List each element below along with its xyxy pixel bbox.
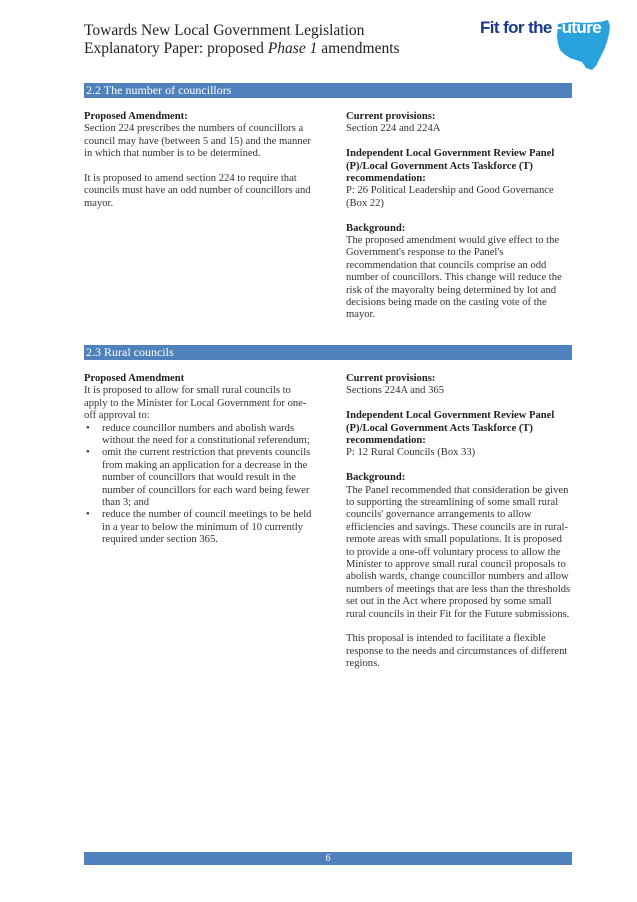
list-item-text: reduce councillor numbers and abolish wards without the need for a constitutional referendum; <box>102 422 310 447</box>
background-text: The proposed amendment would give effect to the Government's response to the Panel's recommendation that councils comprise an odd number of councillors. This change will reduce the risk of the mayoralty being determined by lot and decisions being made on the casting vote of the mayor. <box>346 235 562 321</box>
current-provisions-text: Sections 224A and 365 <box>346 385 444 397</box>
list-item <box>84 447 314 509</box>
section-2-3-right-column <box>346 373 572 671</box>
proposed-amendment-heading: Proposed Amendment <box>84 373 185 384</box>
header-line-1: Towards New Local Government Legislation <box>84 22 365 39</box>
bullet-icon: • <box>86 422 90 434</box>
document-header <box>84 22 400 58</box>
list-item-text: omit the current restriction that prevents councils from making an application for a decrease in the number of councillors that would result in the number of councillors for each ward being fewer than 3; and <box>102 447 311 509</box>
header-line-2-prefix: Explanatory Paper: proposed <box>84 40 268 57</box>
background-heading: Background: <box>346 222 406 234</box>
proposed-amendment-intro: It is proposed to allow for small rural councils to apply to the Minister for Local Government for one-off approval to: <box>84 385 307 422</box>
section-2-3-left-column <box>84 373 314 547</box>
proposed-amendment-para-2: It is proposed to amend section 224 to require that councils must have an odd number of councillors and mayor. <box>84 173 311 209</box>
logo-wordmark <box>480 18 601 38</box>
current-provisions-text: Section 224 and 224A <box>346 123 441 135</box>
background-heading: Background: <box>346 472 406 484</box>
panel-recommendation-heading: Independent Local Government Review Panel (P)/Local Government Acts Taskforce (T) recommendation: <box>346 410 555 447</box>
logo-text-future: Future <box>551 18 602 37</box>
background-text: The Panel recommended that consideration be given to supporting the streamlining of some small rural councils' governance arrangements to allow efficiencies and savings. These councils are in rural-remote areas with small populations. It is proposed to provide a one-off voluntary process to allow the Minister to approve small rural council proposals to abolish wards, change councillor numbers and allow numbers of meetings that are less than the thresholds set out in the Act where proposed by some small rural councils in their Fit for the Future submissions. <box>346 484 571 620</box>
panel-recommendation-text: P: 26 Political Leadership and Good Governance (Box 22) <box>346 185 554 209</box>
section-2-2-left-column <box>84 111 314 210</box>
proposed-amendment-para-1: Section 224 prescribes the numbers of councillors a council may have (between 5 and 15) and the manner in which that number is to be determined. <box>84 123 311 160</box>
section-2-3-title: 2.3 Rural councils <box>84 345 572 360</box>
list-item-text: reduce the number of council meetings to be held in a year to below the minimum of 10 currently required under section 365. <box>102 509 312 546</box>
header-line-2 <box>84 40 400 58</box>
panel-recommendation-heading: Independent Local Government Review Panel (P)/Local Government Acts Taskforce (T) recommendation: <box>346 148 555 185</box>
amendment-bullet-list <box>84 423 314 547</box>
header-line-2-suffix: amendments <box>317 40 400 57</box>
bullet-icon: • <box>86 447 90 459</box>
fit-for-the-future-logo <box>480 14 612 72</box>
bullet-icon: • <box>86 509 90 521</box>
logo-text-fit: Fit for the <box>480 18 552 37</box>
list-item <box>84 423 314 448</box>
page-number-footer: 6 <box>84 852 572 865</box>
section-2-2-title: 2.2 The number of councillors <box>84 83 572 98</box>
list-item <box>84 509 314 546</box>
proposed-amendment-heading: Proposed Amendment: <box>84 111 188 122</box>
current-provisions-heading: Current provisions: <box>346 111 436 122</box>
background-text-2: This proposal is intended to facilitate a flexible response to the needs and circumstances of different regions. <box>346 633 568 670</box>
section-2-2-right-column <box>346 111 572 322</box>
current-provisions-heading: Current provisions: <box>346 373 436 384</box>
panel-recommendation-text: P: 12 Rural Councils (Box 33) <box>346 447 476 459</box>
header-line-2-italic: Phase 1 <box>267 40 318 57</box>
